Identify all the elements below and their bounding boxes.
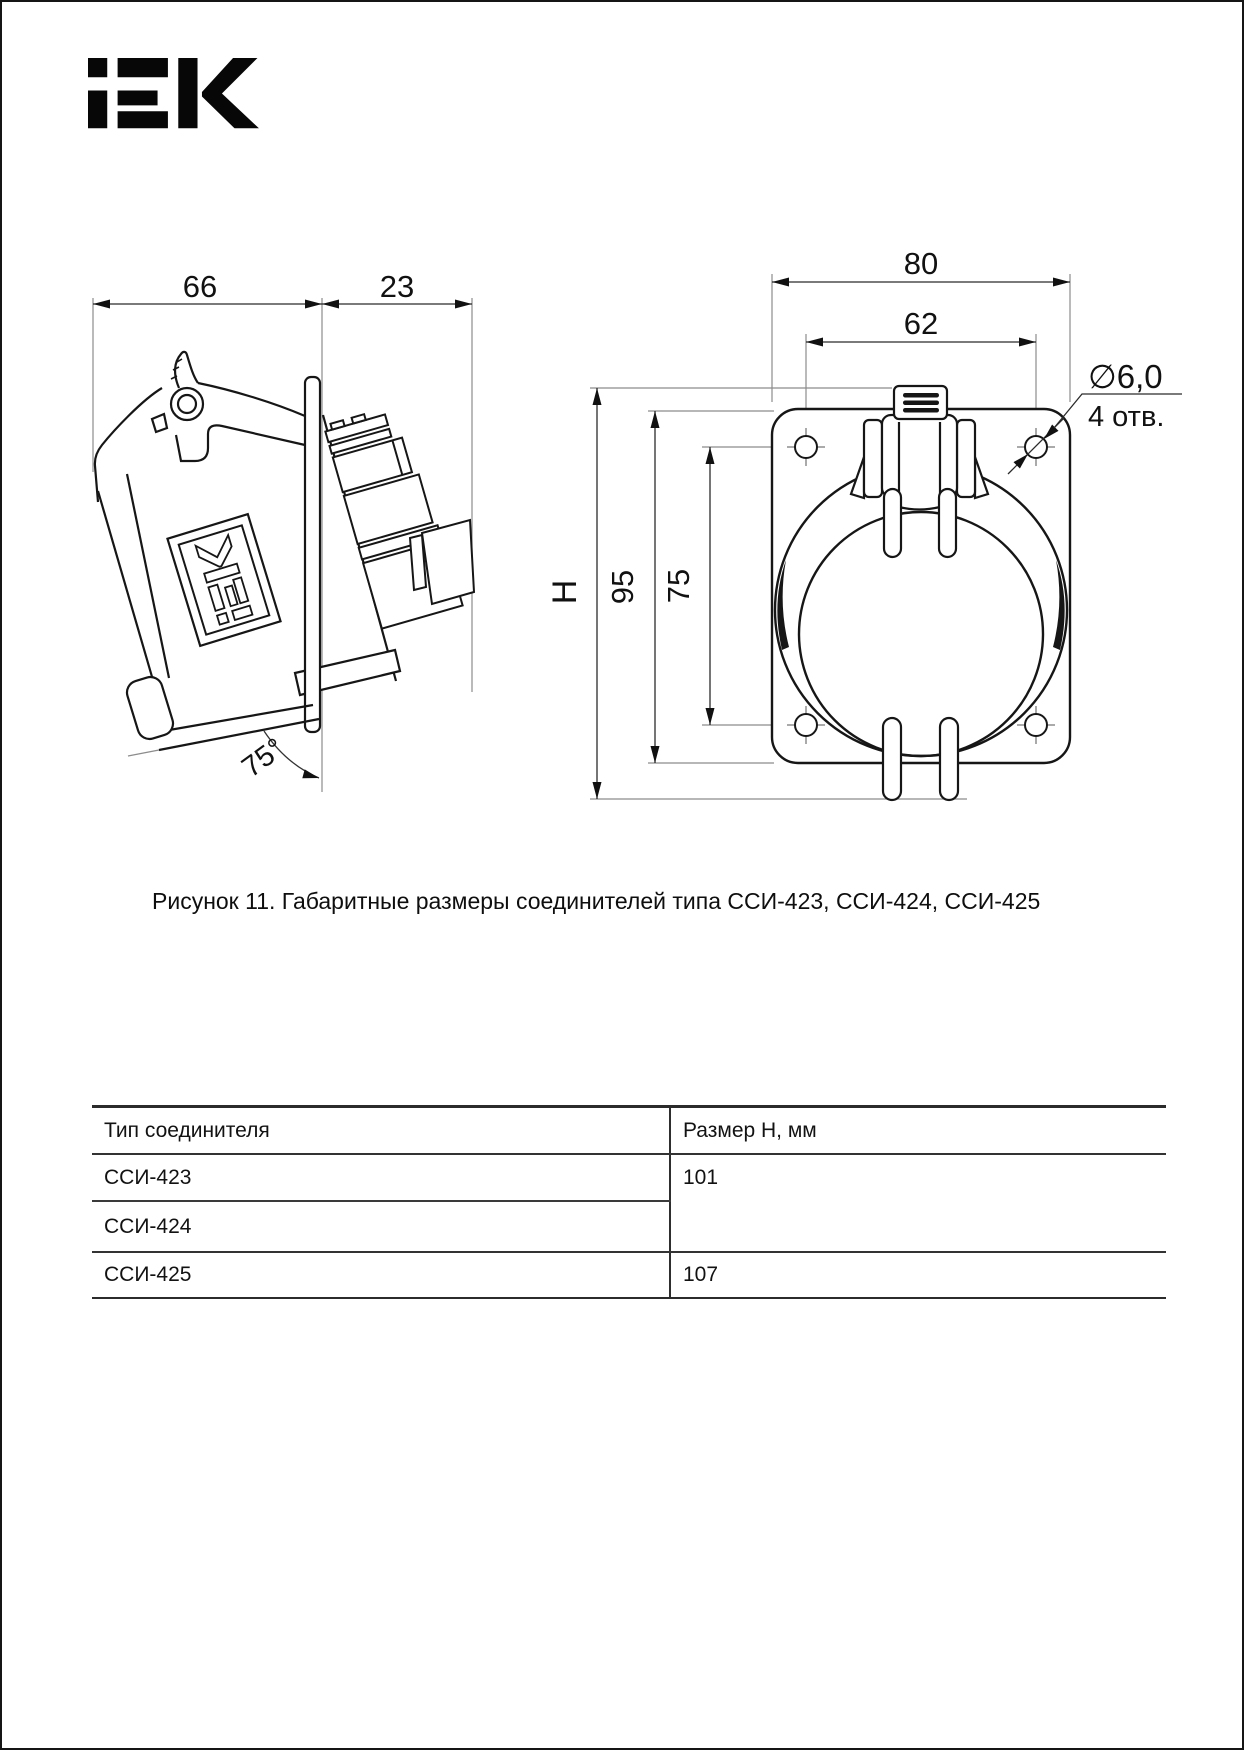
- cell-type-425: ССИ-425: [92, 1252, 670, 1298]
- latch-prong-left: [884, 489, 901, 557]
- header-size: Размер H, мм: [670, 1107, 1166, 1155]
- dim-80: 80: [903, 246, 939, 281]
- table-row: [92, 1154, 1166, 1201]
- logo-e-bar2: [118, 91, 158, 106]
- latch-bar-left: [864, 420, 882, 497]
- iek-logo: [88, 58, 260, 130]
- hinged-lid: [95, 352, 305, 502]
- logo-e-bar1: [118, 58, 168, 77]
- dim-95: 95: [605, 569, 640, 605]
- bottom-prong-right: [940, 718, 958, 800]
- header-type: Тип соединителя: [92, 1107, 670, 1155]
- hinge-pivot-inner: [178, 395, 196, 413]
- cell-type-423: ССИ-423: [92, 1154, 670, 1201]
- dim-H: H: [546, 579, 584, 605]
- table-header-row: [92, 1107, 1166, 1155]
- logo-e-bar3: [118, 111, 168, 128]
- front-view: [546, 246, 1182, 800]
- dim-holes-count: 4 отв.: [1088, 401, 1165, 433]
- iek-logo-graphic: [88, 58, 260, 130]
- mounting-plate: [305, 377, 320, 732]
- latch-grip-ribs: [903, 393, 939, 413]
- logo-i-dot: [88, 58, 107, 77]
- dim-23: 23: [379, 269, 415, 304]
- cell-type-424: ССИ-424: [92, 1201, 670, 1252]
- cell-h-425: 107: [670, 1252, 1166, 1298]
- logo-k-arms: [202, 58, 259, 128]
- bottom-prong-left: [883, 718, 901, 800]
- dim-hole-diameter: ∅6,0: [1088, 358, 1163, 395]
- bottom-face-extension: [128, 750, 159, 756]
- spec-table: [92, 1105, 1166, 1299]
- dim-62: 62: [903, 306, 939, 341]
- table-row: [92, 1252, 1166, 1298]
- cell-h-423-424: 101: [670, 1154, 1166, 1252]
- body-iek-mark: [167, 514, 280, 646]
- drawing-svg: [2, 152, 1244, 862]
- latch-bar-right: [957, 420, 975, 497]
- dim-75deg: 75°: [236, 732, 291, 785]
- figure-caption: Рисунок 11. Габаритные размеры соединителей типа ССИ-423, ССИ-424, ССИ-425: [152, 888, 1041, 914]
- dim-75: 75: [661, 568, 696, 604]
- dim-66: 66: [182, 269, 218, 304]
- latch-prong-right: [939, 489, 956, 557]
- logo-k-stem: [178, 58, 197, 128]
- logo-i-stem: [88, 91, 107, 129]
- latch-column-fill: [899, 419, 940, 507]
- dimension-drawing: [2, 152, 1244, 862]
- housing-foot: [124, 674, 176, 742]
- side-view: [93, 269, 474, 792]
- angle-arrow: [302, 769, 319, 778]
